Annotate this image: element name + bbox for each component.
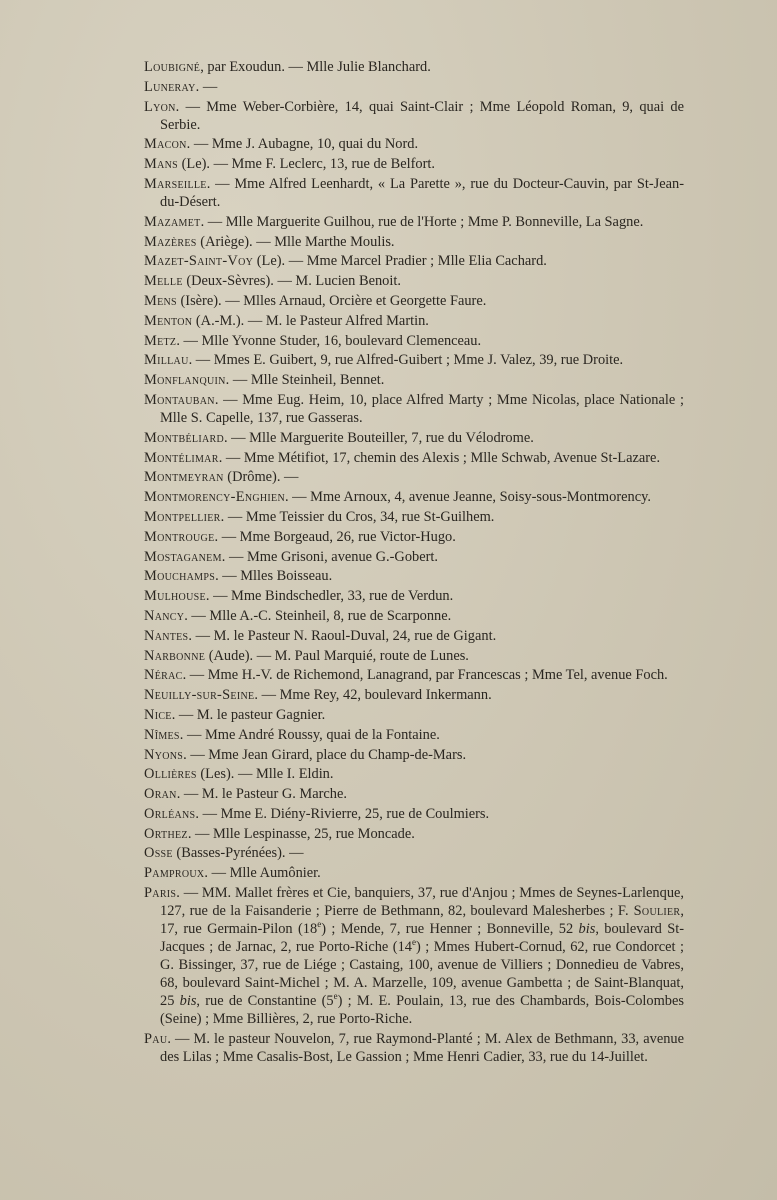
city-name: Montbéliard — [144, 429, 224, 446]
city-name: Melle — [144, 273, 183, 290]
directory-entry — [144, 252, 684, 270]
city-name: Narbonne — [144, 647, 206, 664]
directory-entry — [144, 429, 684, 447]
city-name: Macon — [144, 136, 187, 153]
entry-text: . — Mme Métifiot, 17, chemin des Alexis ; Mlle Schwab, Avenue St-Lazare. — [218, 449, 661, 466]
city-name: Montmeyran — [144, 469, 224, 486]
directory-entry — [144, 627, 684, 645]
entry-text: . — Mlle Steinheil, Bennet. — [225, 372, 385, 389]
city-name: Mouchamps — [144, 568, 216, 585]
directory-entry-pau — [144, 1030, 684, 1066]
entry-text: (Le). — Mme F. Leclerc, 13, rue de Belfort. — [178, 156, 436, 173]
directory-entry-paris — [144, 884, 684, 1028]
entry-text: , boulevard St-Jacques ; de Jarnac, 2, rue Porto-Riche (14 — [160, 921, 684, 956]
directory-entry — [144, 233, 684, 251]
city-name: Nérac — [144, 667, 183, 684]
directory-entry — [144, 607, 684, 625]
entry-text: . — MM. Mallet frères et Cie, banquiers, 37, rue d'Anjou ; Mmes de Seynes-Larlenque, 127, rue de la Faisanderie ; Pierre de Bethmann, 82, boulevard Malesherbes ; — [160, 885, 684, 920]
entry-text: (Basses-Pyrénées). — — [172, 845, 304, 862]
city-name: Pamproux — [144, 865, 205, 882]
directory-entry — [144, 548, 684, 566]
city-name: Oran — [144, 786, 177, 803]
city-name: Montmorency-Enghien — [144, 489, 285, 506]
directory-entry — [144, 785, 684, 803]
city-name: Mazamet — [144, 213, 201, 230]
city-name: Lyon — [144, 98, 176, 115]
directory-entry — [144, 706, 684, 724]
directory-entry — [144, 666, 684, 684]
directory-entry — [144, 175, 684, 211]
directory-entry — [144, 567, 684, 585]
city-name: Orléans — [144, 805, 196, 822]
entry-text: (Le). — Mme Marcel Pradier ; Mlle Elia Cachard. — [253, 253, 547, 270]
city-name: Metz — [144, 332, 177, 349]
entry-text: . — Mlle A.-C. Steinheil, 8, rue de Scarponne. — [184, 607, 452, 624]
city-name: Montauban — [144, 391, 215, 408]
city-name: Montpellier — [144, 508, 221, 525]
directory-entry — [144, 312, 684, 330]
city-name: Mulhouse — [144, 588, 206, 605]
entry-text: . — M. le pasteur Nouvelon, 7, rue Raymond-Planté ; M. Alex de Bethmann, 33, avenue des Lilas ; Mme Casalis-Bost, Le Gassion ; Mme Henri Cadier, 33, rue du 14-Juillet. — [160, 1030, 684, 1065]
directory-entry — [144, 864, 684, 882]
entry-text: . — Mme Grisoni, avenue G.-Gobert. — [221, 548, 438, 565]
entry-text: , rue de Constantine (5 — [196, 993, 334, 1010]
city-name: Mazet-Saint-Voy — [144, 253, 254, 270]
entry-text: . — — [195, 78, 218, 95]
directory-entry — [144, 135, 684, 153]
directory-entry — [144, 587, 684, 605]
directory-entry — [144, 844, 684, 862]
entry-text: (Deux-Sèvres). — M. Lucien Benoit. — [182, 273, 401, 290]
city-name: Luneray — [144, 78, 196, 95]
entry-text: . — Mme Borgeaud, 26, rue Victor-Hugo. — [214, 528, 456, 545]
directory-entry — [144, 746, 684, 764]
directory-entry — [144, 825, 684, 843]
entry-text: . — Mme Bindschedler, 33, rue de Verdun. — [205, 588, 454, 605]
entry-text: (Les). — Mlle I. Eldin. — [196, 766, 334, 783]
city-name: Montrouge — [144, 528, 215, 545]
person-name: F. Soulier — [617, 903, 681, 920]
city-name: Mazères — [144, 233, 197, 250]
directory-entry — [144, 805, 684, 823]
entry-text: . — Mlle Marguerite Guilhou, rue de l'Horte ; Mme P. Bonneville, La Sagne. — [200, 213, 644, 230]
city-name: Mans — [144, 156, 179, 173]
entry-text: . — Mme Teissier du Cros, 34, rue St-Guilhem. — [220, 508, 495, 525]
superscript: e — [317, 919, 322, 930]
entry-text: . — Mme E. Diény-Rivierre, 25, rue de Coulmiers. — [195, 805, 490, 822]
entry-text: . — Mme Arnoux, 4, avenue Jeanne, Soisy-sous-Montmorency. — [284, 489, 651, 506]
city-name: Nancy — [144, 607, 185, 624]
directory-entry — [144, 155, 684, 173]
directory-entry — [144, 98, 684, 134]
city-name: Nyons — [144, 746, 184, 763]
entry-text: . — Mme H.-V. de Richemond, Lanagrand, par Francescas ; Mme Tel, avenue Foch. — [182, 667, 668, 684]
entry-text: . — Mlle Yvonne Studer, 16, boulevard Clemenceau. — [176, 332, 482, 349]
city-name: Millau — [144, 352, 189, 369]
city-name: Montélimar — [144, 449, 219, 466]
entry-text: (Drôme). — — [223, 469, 299, 486]
city-name: Mostaganem — [144, 548, 222, 565]
city-name: Ollières — [144, 766, 197, 783]
entry-text: . — Mlles Boisseau. — [215, 568, 333, 585]
entry-text: . — M. le Pasteur G. Marche. — [176, 786, 347, 803]
entry-text: (Aude). — M. Paul Marquié, route de Lunes. — [205, 647, 469, 664]
city-name: Monflanquin — [144, 372, 226, 389]
directory-entry — [144, 508, 684, 526]
directory-entry — [144, 213, 684, 231]
city-name: Mens — [144, 292, 177, 309]
directory-page — [144, 58, 684, 1068]
entry-text: . — Mlle Lespinasse, 25, rue Moncade. — [187, 825, 415, 842]
city-name: Loubigné — [144, 59, 201, 75]
entry-text: . — M. le pasteur Gagnier. — [171, 706, 326, 723]
city-name: Orthez — [144, 825, 188, 842]
entry-text: . — Mlle Aumônier. — [204, 865, 321, 882]
directory-entry — [144, 488, 684, 506]
entry-text: . — Mme Alfred Leenhardt, « La Parette », rue du Docteur-Cauvin, par St-Jean-du-Désert. — [160, 175, 684, 210]
entry-text: (Ariège). — Mlle Marthe Moulis. — [196, 233, 395, 250]
entry-text: . — Mme Rey, 42, boulevard Inkermann. — [254, 687, 492, 704]
city-name: Pau — [144, 1030, 168, 1047]
entry-text: (A.-M.). — M. le Pasteur Alfred Martin. — [192, 312, 429, 329]
entry-text: . — Mme André Roussy, quai de la Fontaine. — [179, 726, 440, 743]
superscript: e — [412, 937, 416, 948]
city-name: Nantes — [144, 627, 189, 644]
entry-text: ) ; Mmes Hubert-Cornud, 62, rue Condorcet ; G. Bissinger, 37, rue de Liége ; Castaing, 100, avenue de Villiers ; Donnedieu de Vabres, 68, boulevard Saint-Michel ; M. A. Marzelle, 109, avenue Gambetta ; de Saint-Blanquat, 25 — [160, 939, 685, 1010]
directory-entry — [144, 58, 684, 76]
entry-text: . — Mme Jean Girard, place du Champ-de-Mars. — [183, 746, 467, 763]
directory-entry — [144, 765, 684, 783]
italic-bis: bis — [179, 993, 197, 1010]
directory-entry — [144, 391, 684, 427]
directory-list — [144, 58, 684, 882]
italic-bis: bis — [578, 921, 596, 938]
entry-text: , 17, rue Germain-Pilon (18 — [160, 903, 684, 938]
directory-entry — [144, 647, 684, 665]
entry-text: ) ; M. E. Poulain, 13, rue des Chambards, Bois-Colombes (Seine) ; Mme Billières, 2, rue Porto-Riche. — [160, 993, 684, 1028]
city-name: Nîmes — [144, 726, 180, 743]
superscript: e — [333, 991, 338, 1002]
entry-text: ) ; Mende, 7, rue Henner ; Bonneville, 52 — [321, 921, 579, 938]
entry-text: , par Exoudun. — Mlle Julie Blanchard. — [200, 59, 431, 75]
city-name: Neuilly-sur-Seine — [144, 687, 255, 704]
directory-entry — [144, 686, 684, 704]
directory-entry — [144, 449, 684, 467]
city-name: Nice — [144, 706, 172, 723]
city-name: Osse — [144, 845, 173, 862]
directory-entry — [144, 78, 684, 96]
entry-text: . — M. le Pasteur N. Raoul-Duval, 24, rue de Gigant. — [188, 627, 497, 644]
entry-text: . — Mme Weber-Corbière, 14, quai Saint-Clair ; Mme Léopold Roman, 9, quai de Serbie. — [160, 98, 684, 133]
directory-entry — [144, 468, 684, 486]
entry-text: . — Mme Eug. Heim, 10, place Alfred Marty ; Mme Nicolas, place Nationale ; Mlle S. Capelle, 137, rue Gasseras. — [160, 391, 684, 426]
directory-entry — [144, 726, 684, 744]
entry-text: . — Mmes E. Guibert, 9, rue Alfred-Guibert ; Mme J. Valez, 39, rue Droite. — [188, 352, 624, 369]
entry-text: (Isère). — Mlles Arnaud, Orcière et Georgette Faure. — [176, 292, 487, 309]
directory-entry — [144, 292, 684, 310]
directory-entry — [144, 332, 684, 350]
entry-text: . — Mme J. Aubagne, 10, quai du Nord. — [186, 136, 419, 153]
entry-text: . — Mlle Marguerite Bouteiller, 7, rue du Vélodrome. — [223, 429, 534, 446]
directory-entry — [144, 528, 684, 546]
city-name: Menton — [144, 312, 193, 329]
directory-entry — [144, 351, 684, 369]
directory-entry — [144, 272, 684, 290]
city-name: Paris — [144, 885, 177, 902]
directory-entry — [144, 371, 684, 389]
city-name: Marseille — [144, 175, 207, 192]
